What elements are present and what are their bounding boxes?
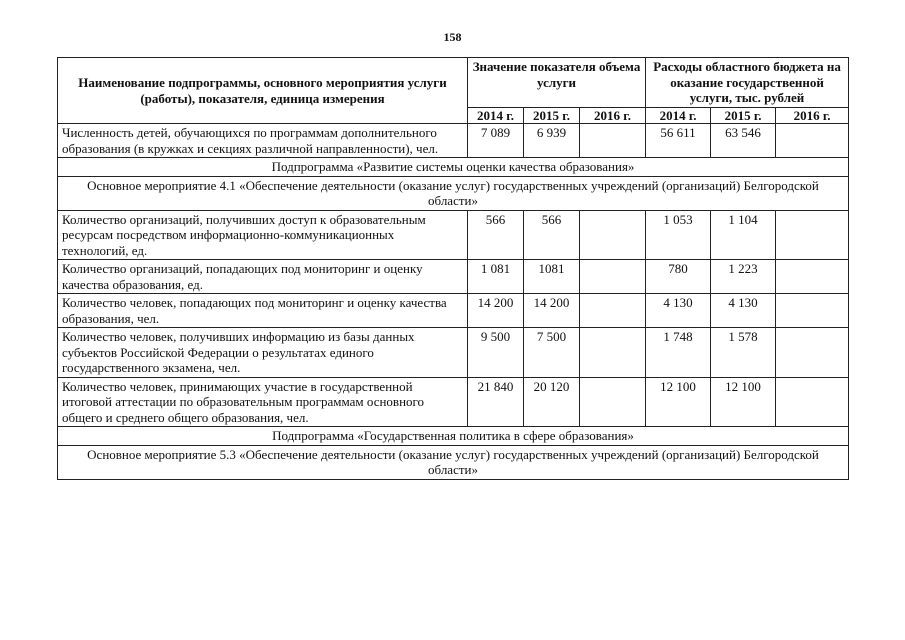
- volume-2014-cell: 7 089: [468, 124, 524, 158]
- indicator-name-cell: Численность детей, обучающихся по программам дополнительного образования (в кружках и секциях различной направленности), чел.: [58, 124, 468, 158]
- table-row: [58, 124, 849, 158]
- expense-2015-cell: 1 104: [711, 210, 776, 260]
- header-year: 2015 г.: [524, 107, 580, 124]
- header-year: 2014 г.: [468, 107, 524, 124]
- table-row: [58, 294, 849, 328]
- table-row: [58, 210, 849, 260]
- expense-2014-cell: 1 748: [646, 328, 711, 378]
- indicator-name-cell: Количество человек, попадающих под мониторинг и оценку качества образования, чел.: [58, 294, 468, 328]
- expense-2016-cell: [776, 124, 849, 158]
- header-year: 2014 г.: [646, 107, 711, 124]
- page-number: 158: [443, 30, 462, 44]
- table-row: [58, 377, 849, 427]
- header-year: 2016 г.: [776, 107, 849, 124]
- section-title: Подпрограмма «Государственная политика в сфере образования»: [58, 427, 849, 446]
- volume-2015-cell: 14 200: [524, 294, 580, 328]
- volume-2014-cell: 1 081: [468, 260, 524, 294]
- expense-2016-cell: [776, 294, 849, 328]
- volume-2016-cell: [580, 210, 646, 260]
- indicator-name-cell: Количество организаций, попадающих под мониторинг и оценку качества образования, ед.: [58, 260, 468, 294]
- expense-2016-cell: [776, 260, 849, 294]
- table-row: [58, 328, 849, 378]
- volume-2016-cell: [580, 377, 646, 427]
- expense-2015-cell: 4 130: [711, 294, 776, 328]
- volume-2016-cell: [580, 124, 646, 158]
- volume-2015-cell: 1081: [524, 260, 580, 294]
- volume-2016-cell: [580, 328, 646, 378]
- expense-2014-cell: 56 611: [646, 124, 711, 158]
- volume-2016-cell: [580, 294, 646, 328]
- expense-2014-cell: 12 100: [646, 377, 711, 427]
- section-row: [58, 445, 849, 479]
- header-expense-column: Расходы областного бюджета на оказание государственной услуги, тыс. рублей: [646, 58, 849, 108]
- indicator-name-cell: Количество человек, принимающих участие в государственной итоговой аттестации по образовательным программам основного общего и среднего общего образования, чел.: [58, 377, 468, 427]
- volume-2014-cell: 14 200: [468, 294, 524, 328]
- expense-2016-cell: [776, 210, 849, 260]
- expense-2014-cell: 780: [646, 260, 711, 294]
- header-year: 2016 г.: [580, 107, 646, 124]
- section-row: [58, 158, 849, 177]
- table-body: [58, 124, 849, 480]
- section-title: Основное мероприятие 4.1 «Обеспечение деятельности (оказание услуг) государственных учреждений (организаций) Белгородской области»: [58, 176, 849, 210]
- header-name-column: Наименование подпрограммы, основного мероприятия услуги (работы), показателя, единица измерения: [58, 58, 468, 124]
- indicator-name-cell: Количество организаций, получивших доступ к образовательным ресурсам посредством информационно-коммуникационных технологий, ед.: [58, 210, 468, 260]
- volume-2016-cell: [580, 260, 646, 294]
- expense-2015-cell: 12 100: [711, 377, 776, 427]
- section-row: [58, 427, 849, 446]
- volume-2015-cell: 20 120: [524, 377, 580, 427]
- volume-2015-cell: 6 939: [524, 124, 580, 158]
- volume-2015-cell: 566: [524, 210, 580, 260]
- expense-2016-cell: [776, 377, 849, 427]
- volume-2014-cell: 9 500: [468, 328, 524, 378]
- header-year: 2015 г.: [711, 107, 776, 124]
- table-row: [58, 260, 849, 294]
- volume-2014-cell: 566: [468, 210, 524, 260]
- expense-2015-cell: 1 578: [711, 328, 776, 378]
- section-row: [58, 176, 849, 210]
- header-volume-column: Значение показателя объема услуги: [468, 58, 646, 108]
- expense-2015-cell: 1 223: [711, 260, 776, 294]
- indicator-name-cell: Количество человек, получивших информацию из базы данных субъектов Российской Федерации о результатах единого государственного экзамена, чел.: [58, 328, 468, 378]
- section-title: Основное мероприятие 5.3 «Обеспечение деятельности (оказание услуг) государственных учреждений (организаций) Белгородской области»: [58, 445, 849, 479]
- expense-2014-cell: 1 053: [646, 210, 711, 260]
- budget-table: [57, 57, 849, 480]
- volume-2015-cell: 7 500: [524, 328, 580, 378]
- section-title: Подпрограмма «Развитие системы оценки качества образования»: [58, 158, 849, 177]
- volume-2014-cell: 21 840: [468, 377, 524, 427]
- expense-2014-cell: 4 130: [646, 294, 711, 328]
- expense-2015-cell: 63 546: [711, 124, 776, 158]
- expense-2016-cell: [776, 328, 849, 378]
